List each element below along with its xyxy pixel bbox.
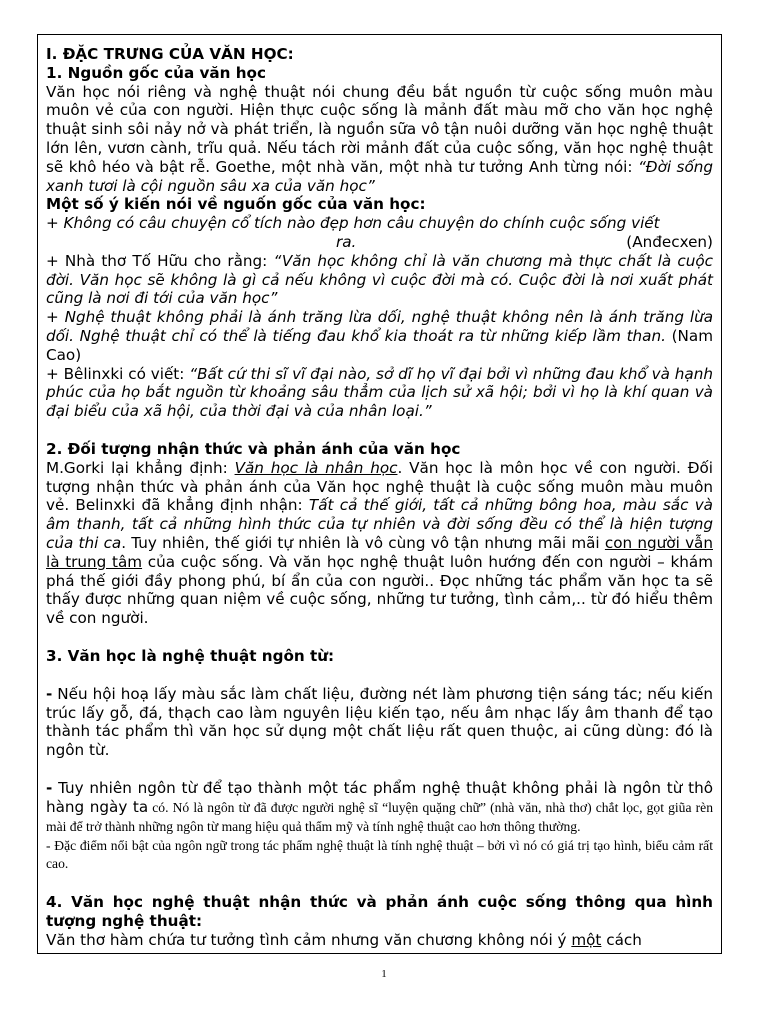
section-3-title: 3. Văn học là nghệ thuật ngôn từ: (46, 646, 335, 665)
spacer (46, 421, 713, 440)
belinxki-quote: Tất cả thế giới, tất cả những bông hoa, màu sắc và âm thanh, tất cả những hình thức của tự nhiên và đời sống đều có thể là hiện tượng của thi ca (46, 496, 713, 552)
main-heading: I. ĐẶC TRƯNG CỦA VĂN HỌC: (46, 45, 294, 63)
page-number: 1 (381, 968, 387, 980)
spacer (46, 760, 713, 779)
section-4-title: 4. Văn học nghệ thuật nhận thức và phản ánh cuộc sống thông qua hình tượng nghệ thuật: (46, 893, 713, 930)
opinion-andersen-author: (Anđecxen) (626, 232, 713, 251)
opinion-andersen: + Không có câu chuyện cổ tích nào đẹp hơn câu chuyện do chính cuộc sống viết (46, 214, 660, 233)
section-2-title: 2. Đối tượng nhận thức và phản ánh của văn học (46, 439, 461, 458)
opinion-belinxki: + Bêlinxki có viết: “Bất cứ thi sĩ vĩ đại nào, sở dĩ họ vĩ đại bởi vì những đau khổ và hạnh phúc của họ bắt nguồn từ khoảng sâu thẳm của lịch sử xã hội; bởi vì họ là khí quan và đại biểu của xã hội, của thời đại và của nhân loại.” (46, 364, 713, 421)
spacer (46, 628, 713, 647)
section-3-para-2: - Tuy nhiên ngôn từ để tạo thành một tác phẩm nghệ thuật không phải là ngôn từ thô hàng ngày ta có. Nó là ngôn từ đã được người nghệ sĩ “luyện quặng chữ” (nhà văn, nhà thơ) chắt lọc, gọt giũa rèn mài để trở thành những ngôn từ mang hiệu quả thẩm mỹ và tính nghệ thuật cao hơn thông thường. (46, 778, 713, 835)
spacer (46, 666, 713, 685)
gorki-quote: Văn học là nhân học (234, 458, 398, 477)
opinion-to-huu: + Nhà thơ Tố Hữu cho rằng: “Văn học không chỉ là văn chương mà thực chất là cuộc đời. Văn học sẽ không là gì cả nếu không vì cuộc đời mà có. Cuộc đời là nơi xuất phát cũng là nơi đi tới của văn học” (46, 251, 713, 308)
document-content (46, 45, 713, 949)
section-1-paragraph: Văn học nói riêng và nghệ thuật nói chung đều bắt nguồn từ cuộc sống muôn màu muôn vẻ của con người. Hiện thực cuộc sống là mảnh đất màu mỡ cho văn học nghệ thuật sinh sôi nảy nở và phát triển, là nguồn sữa vô tận nuôi dưỡng văn học nghệ thuật lớn lên, vươn cành, trĩu quả. Nếu tách rời mảnh đất của cuộc sống, văn học nghệ thuật sẽ khô héo và bật rễ. Goethe, một nhà văn, một nhà tư tưởng Anh từng nói: “Đời sống xanh tươi là cội nguồn sâu xa của văn học” (46, 82, 713, 195)
center-phrase: con người vẫn là trung tâm (46, 533, 713, 571)
section-3-para-1: - Nếu hội hoạ lấy màu sắc làm chất liệu, đường nét làm phương tiện sáng tác; nếu kiến trúc lấy gỗ, đá, thạch cao làm nguyên liệu kiến tạo, nếu âm nhạc lấy âm thanh để tạo thành tác phẩm thì văn học sử dụng một chất liệu rất quen thuộc, ai cũng dùng: đó là ngôn từ. (46, 684, 713, 760)
opinion-andersen-line2: ra. (Anđecxen) (336, 232, 713, 251)
section-2-paragraph: M.Gorki lại khẳng định: Văn học là nhân học. Văn học là môn học về con người. Đối tượng nhận thức và phản ánh của Văn học nghệ thuật là cuộc sống muôn màu muôn vẻ. Belinxki đã khẳng định nhận: Tất cả thế giới, tất cả những bông hoa, màu sắc và âm thanh, tất cả những hình thức của tự nhiên và đời sống đều có thể là hiện tượng của thi ca. Tuy nhiên, thế giới tự nhiên là vô cùng vô tận nhưng mãi mãi con người vẫn là trung tâm của cuộc sống. Và văn học nghệ thuật luôn hướng đến con người – khám phá thế giới đầy phong phú, bí ẩn của con người.. Đọc những tác phẩm văn học ta sẽ thấy được những quan niệm về cuộc sống, những tư tưởng, tình cảm,.. từ đó hiểu thêm về con người. (46, 458, 714, 628)
spacer (46, 874, 713, 893)
goethe-quote: “Đời sống xanh tươi là cội nguồn sâu xa của văn học” (46, 157, 713, 195)
section-4-paragraph: Văn thơ hàm chứa tư tưởng tình cảm nhưng văn chương không nói ý một cách (46, 930, 642, 949)
section-1-title: 1. Nguồn gốc của văn học (46, 63, 266, 82)
section-3-para-3: - Đặc điểm nổi bật của ngôn ngữ trong tác phẩm nghệ thuật là tính nghệ thuật – bởi vì nó có giá trị tạo hình, biểu cảm rất cao. (46, 837, 713, 872)
opinion-nam-cao: + Nghệ thuật không phải là ánh trăng lừa dối, nghệ thuật không nên là ánh trăng lừa dối. Nghệ thuật chỉ có thể là tiếng đau khổ kia thoát ra từ những kiếp lầm than. (Nam Cao) (46, 308, 713, 364)
opinions-heading: Một số ý kiến nói về nguốn gốc của văn học: (46, 195, 426, 214)
page-frame (37, 34, 722, 954)
